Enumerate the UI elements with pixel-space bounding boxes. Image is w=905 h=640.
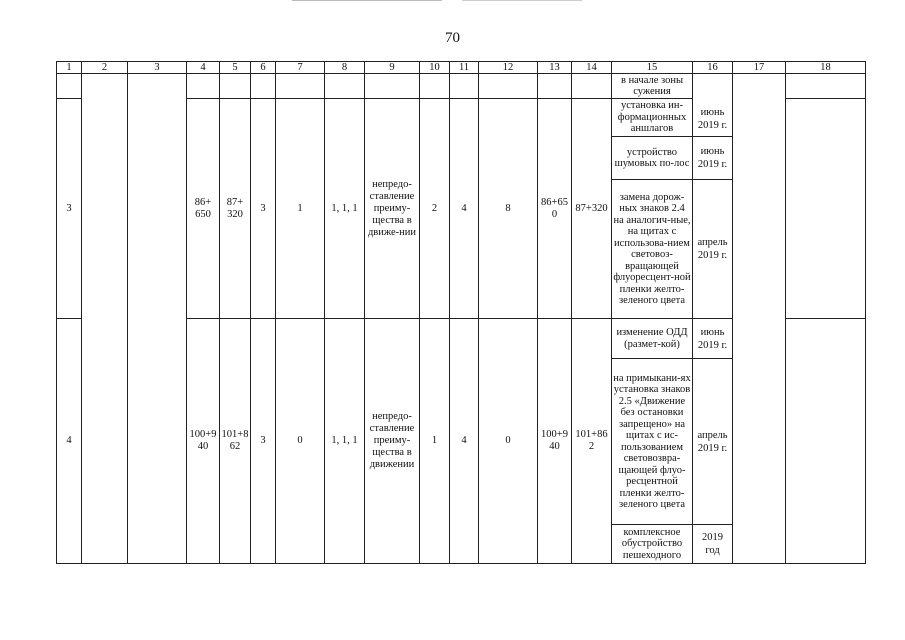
date-cell: апрель 2019 г. — [693, 359, 733, 525]
col-header: 5 — [220, 62, 251, 74]
col-header: 4 — [187, 62, 220, 74]
document-table — [56, 61, 866, 564]
table-cell: 87+ 320 — [220, 99, 251, 319]
table-cell: 86+65 0 — [538, 99, 572, 319]
scan-artifact-line — [462, 0, 582, 1]
table-cell — [128, 74, 187, 564]
date-cell: 2019 год — [693, 525, 733, 564]
col-header: 11 — [450, 62, 479, 74]
col-header: 6 — [251, 62, 276, 74]
col-header: 8 — [325, 62, 365, 74]
col-header: 2 — [82, 62, 128, 74]
col-header: 9 — [365, 62, 420, 74]
table-cell — [420, 74, 450, 99]
date-cell: апрель 2019 г. — [693, 180, 733, 319]
col-header: 12 — [479, 62, 538, 74]
page-number: 70 — [445, 30, 460, 46]
col-header: 18 — [786, 62, 866, 74]
table-cell: 100+9 40 — [538, 319, 572, 564]
table-cell: 1, 1, 1 — [325, 319, 365, 564]
table-cell: 2 — [420, 99, 450, 319]
table-cell — [365, 74, 420, 99]
table-cell: 8 — [479, 99, 538, 319]
table-cell: 101+8 62 — [220, 319, 251, 564]
header-row — [57, 62, 866, 74]
row-number-cell: 4 — [57, 319, 82, 564]
table-cell: 87+320 — [572, 99, 612, 319]
table-cell — [538, 74, 572, 99]
date-cell: июнь 2019 г. — [693, 74, 733, 137]
table-cell — [786, 319, 866, 564]
table-cell — [57, 74, 82, 99]
date-cell: июнь 2019 г. — [693, 319, 733, 359]
table-cell — [786, 99, 866, 319]
table-cell: 3 — [251, 99, 276, 319]
table-cell: 1, 1, 1 — [325, 99, 365, 319]
table-cell: 1 — [276, 99, 325, 319]
measure-cell: на примыкани-ях установка знаков 2.5 «Движение без остановки запрещено» на щитах с ис-пользованием световозвра-щающей флуо-ресцентной пленки желто-зеленого цвета — [612, 359, 693, 525]
measure-cell: замена дорож-ных знаков 2.4 на аналогич-ные, на щитах с использова-нием световоз-вращающей флуоресцент-ной пленки желто-зеленого цвета — [612, 180, 693, 319]
col-header: 14 — [572, 62, 612, 74]
col-header: 1 — [57, 62, 82, 74]
col-header: 16 — [693, 62, 733, 74]
col-header: 17 — [733, 62, 786, 74]
measure-cell: устройство шумовых по-лос — [612, 137, 693, 180]
table-cell: 86+ 650 — [187, 99, 220, 319]
table-cell — [786, 74, 866, 99]
scan-artifact-line — [292, 0, 442, 1]
date-cell: июнь 2019 г. — [693, 137, 733, 180]
table-cell — [733, 74, 786, 564]
table-cell — [276, 74, 325, 99]
table-cell: 0 — [276, 319, 325, 564]
table-cell — [187, 74, 220, 99]
measure-cell: изменение ОДД (размет-кой) — [612, 319, 693, 359]
col-header: 3 — [128, 62, 187, 74]
document-table-container — [56, 61, 866, 564]
col-header: 13 — [538, 62, 572, 74]
table-cell: непредо-ставление преиму-щества в движе-нии — [365, 99, 420, 319]
table-cell — [450, 74, 479, 99]
table-cell — [220, 74, 251, 99]
table-cell — [251, 74, 276, 99]
table-cell — [572, 74, 612, 99]
measure-cell: комплексное обустройство пешеходного — [612, 525, 693, 564]
row-number-cell: 3 — [57, 99, 82, 319]
table-cell — [82, 74, 128, 564]
table-cell: непредо-ставление преиму-щества в движении — [365, 319, 420, 564]
table-cell — [325, 74, 365, 99]
table-cell: 3 — [251, 319, 276, 564]
table-cell: 100+9 40 — [187, 319, 220, 564]
col-header: 7 — [276, 62, 325, 74]
table-cell: 1 — [420, 319, 450, 564]
measure-cell: в начале зоны сужения — [612, 74, 693, 99]
table-cell: 101+86 2 — [572, 319, 612, 564]
col-header: 10 — [420, 62, 450, 74]
table-row — [57, 74, 866, 99]
table-cell: 4 — [450, 99, 479, 319]
measure-cell: установка ин-формационных аншлагов — [612, 99, 693, 137]
table-cell — [479, 74, 538, 99]
table-cell: 0 — [479, 319, 538, 564]
table-cell: 4 — [450, 319, 479, 564]
col-header: 15 — [612, 62, 693, 74]
